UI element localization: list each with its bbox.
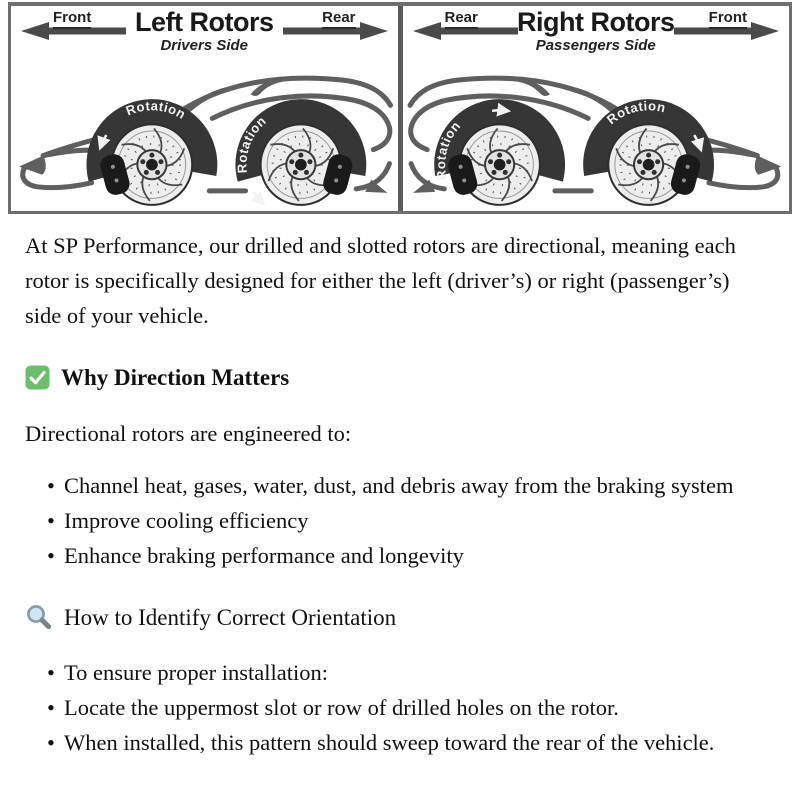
installation-steps-list [25,656,745,761]
list-item: • Channel heat, gases, water, dust, and debris away from the braking system [47,469,745,504]
intro-paragraph: At SP Performance, our drilled and slotted rotors are directional, meaning each rotor is specifically designed for either the left (driver’s) or right (passenger’s) side of your vehicle. [25,232,736,328]
list-item: • Locate the uppermost slot or row of drilled holes on the rotor. [47,691,745,726]
rotation-label-front: Rotation [123,98,189,123]
engineered-to-lead: Directional rotors are engineered to: [25,420,352,446]
left-car-illustration [11,60,398,211]
rear-label: Rear [322,9,355,29]
rotation-label-rear: Rotation [234,113,270,174]
list-item: • When installed, this pattern should sweep toward the rear of the vehicle. [47,726,745,761]
rotation-label-front: Rotation [603,98,667,128]
page [0,2,800,811]
why-direction-matters-heading [25,360,745,396]
front-label: Front [53,9,91,29]
rear-direction-indicator [413,9,518,40]
car-sketch [19,78,390,205]
panel-subtitle: Passengers Side [535,37,656,55]
identify-orientation-heading [25,600,745,636]
right-panel-titles [517,8,674,54]
heading-text: How to Identify Correct Orientation [64,604,397,630]
left-rotors-panel [11,6,403,211]
benefits-list [25,469,745,574]
green-checkmark-icon [25,365,50,390]
left-panel-titles [135,8,274,54]
heading-text: Why Direction Matters [61,364,290,390]
left-panel-header [11,6,398,60]
list-item: • Improve cooling efficiency [47,504,745,539]
front-label: Front [709,9,747,29]
panel-subtitle: Drivers Side [160,37,249,55]
rear-label: Rear [445,9,478,29]
front-direction-indicator [674,9,779,40]
rotor-direction-diagram [8,2,792,214]
right-panel-header [403,6,790,60]
list-item: • Enhance braking performance and longevity [47,539,745,574]
rotation-label-rear: Rotation [432,118,463,182]
panel-title: Left Rotors [135,7,274,37]
front-direction-indicator [21,9,126,40]
rear-direction-indicator [283,9,388,40]
list-item: • To ensure proper installation: [47,656,745,691]
right-car-illustration [403,60,790,211]
car-sketch-mirrored [410,78,781,205]
panel-title: Right Rotors [517,7,675,37]
article-body [0,214,800,811]
right-rotors-panel [403,6,790,211]
magnifying-glass-icon [25,603,53,631]
